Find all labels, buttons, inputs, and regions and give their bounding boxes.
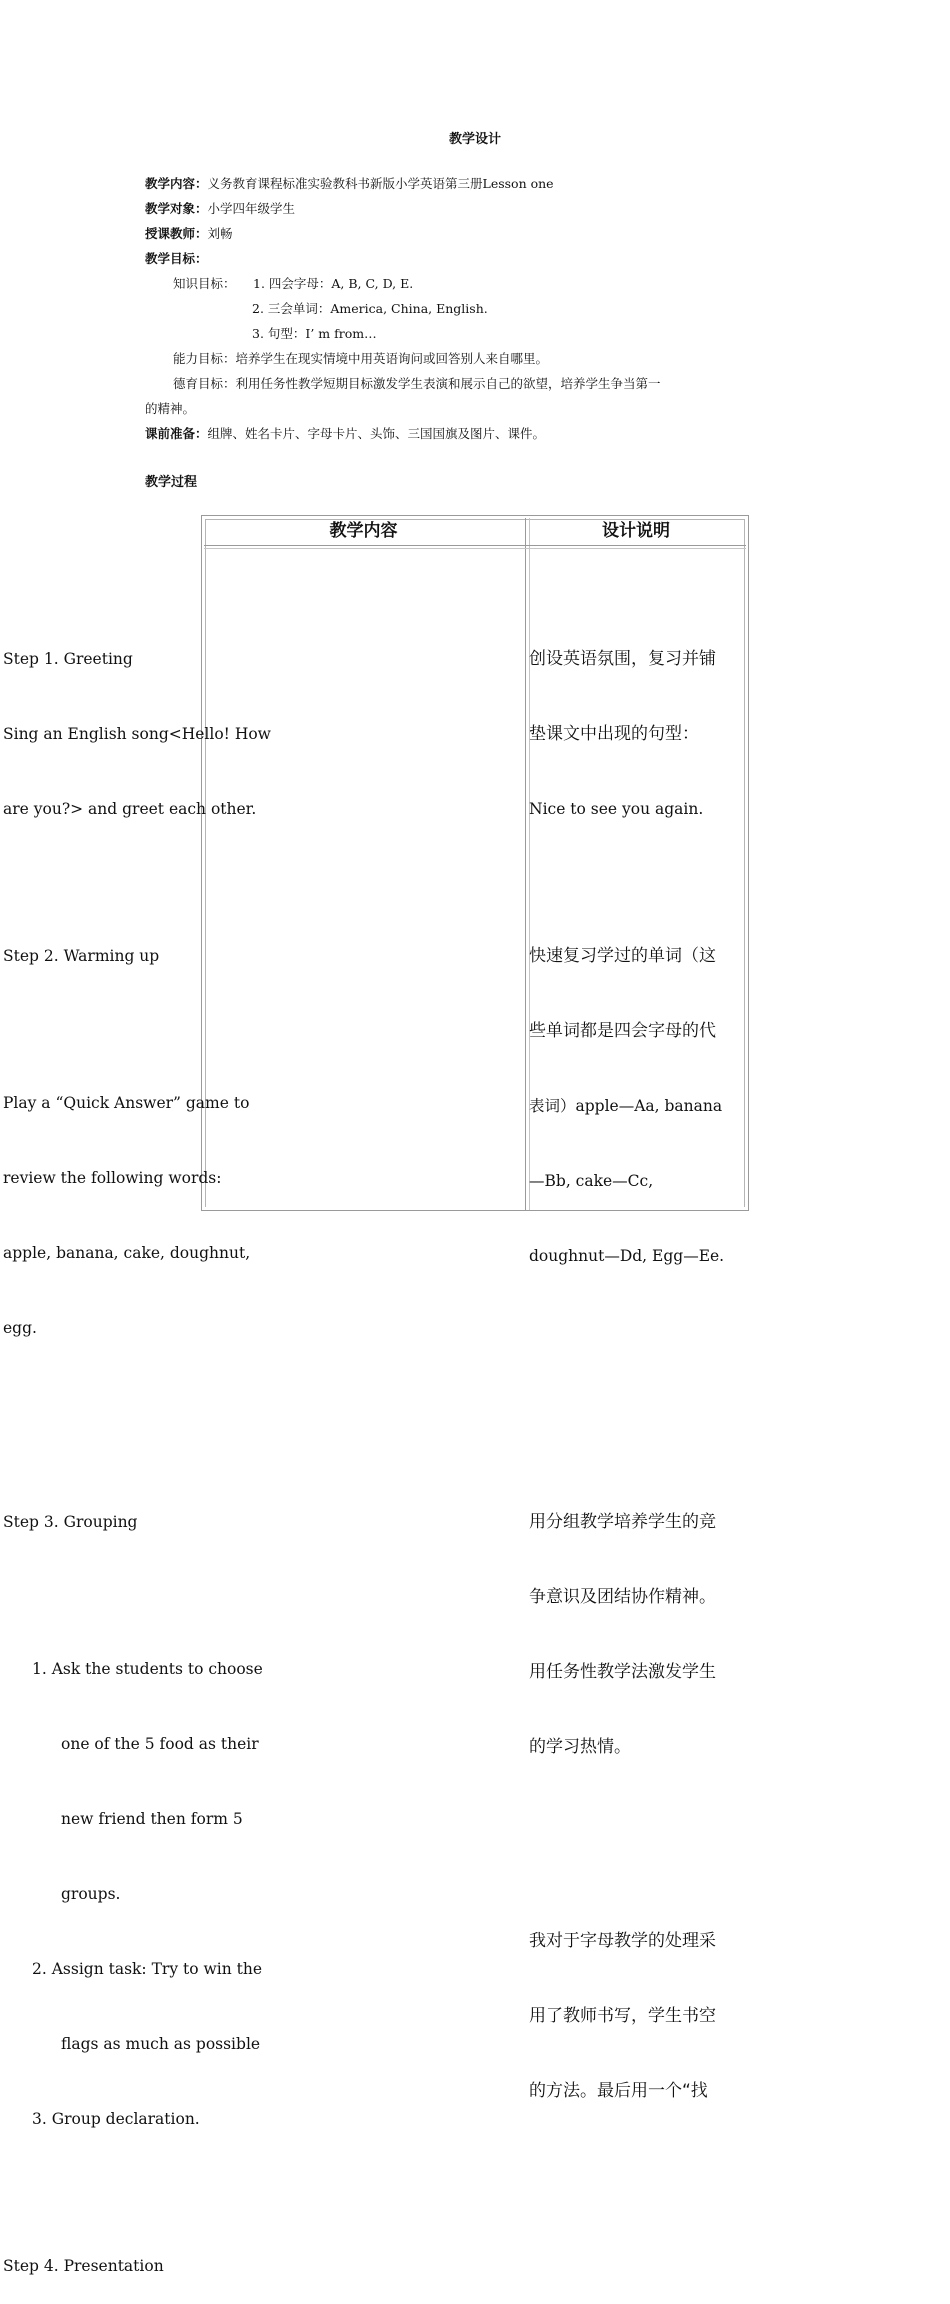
info-content (145, 171, 661, 196)
design-note: 我对于字母教学的处理采 (529, 1931, 716, 1951)
moral-goal-line1: 德育目标：利用任务性教学短期目标激发学生表演和展示自己的欲望，培养学生争当第一 (173, 376, 661, 391)
spacer (3, 872, 323, 894)
step2-text: apple, banana, cake, doughnut, (3, 1244, 251, 1262)
knowledge-goal-1 (145, 271, 661, 296)
knowledge-goal-2 (145, 296, 661, 321)
content-label: 教学内容： (145, 176, 208, 191)
spacer (3, 1019, 323, 1041)
prep-label: 课前准备： (145, 426, 208, 441)
design-note: 垫课文中出现的句型： (529, 724, 699, 744)
design-note: 些单词都是四会字母的代 (529, 1021, 716, 1041)
step2-text: Play a “Quick Answer” game to (3, 1094, 250, 1112)
design-note: 创设英语氛围，复习并铺 (529, 649, 716, 669)
knowledge-item: 1. 四会字母：A, B, C, D, E. (253, 276, 414, 291)
list-item-cont: one of the 5 food as their (61, 1735, 259, 1753)
step2-text: egg. (3, 1319, 37, 1337)
spacer (3, 2182, 323, 2204)
design-note: 的方法。最后用一个“找 (529, 2081, 708, 2101)
target-value: 小学四年级学生 (207, 201, 296, 216)
design-note: 争意识及团结协作精神。 (529, 1587, 716, 1607)
spacer (3, 1391, 323, 1460)
moral-goal-line2: 的精神。 (145, 401, 196, 416)
info-teacher (145, 221, 661, 246)
header-divider-inner (204, 548, 746, 549)
ability-goal: 能力目标：培养学生在现实情境中用英语询问或回答别人来自哪里。 (173, 351, 549, 366)
step1-title: Step 1. Greeting (3, 650, 133, 668)
header-content: 教学内容 (329, 521, 398, 541)
step1-text: Sing an English song<Hello! How (3, 725, 271, 743)
design-note: 用了教师书写，学生书空 (529, 2006, 716, 2026)
list-item-cont: flags as much as possible (61, 2035, 261, 2053)
column-divider (525, 518, 526, 1210)
design-note: 表词）apple—Aa, banana (529, 1097, 723, 1115)
prep-value: 组牌、姓名卡片、字母卡片、头饰、三国国旗及图片、课件。 (207, 426, 546, 441)
list-item: 2. Assign task: Try to win the (32, 1960, 263, 1978)
header-design: 设计说明 (602, 521, 670, 541)
info-goals (145, 246, 661, 271)
design-note: 快速复习学过的单词（这 (529, 946, 716, 966)
teacher-label: 授课教师： (145, 226, 208, 241)
goals-label: 教学目标： (145, 251, 208, 266)
knowledge-item: 3. 句型：I’ m from… (252, 326, 377, 341)
list-item: 1. Ask the students to choose (32, 1660, 263, 1678)
knowledge-goal-3 (145, 321, 661, 346)
content-value: 义务教育课程标准实验教科书新版小学英语第三册Lesson one (207, 176, 554, 191)
design-note: 用任务性教学法激发学生 (529, 1662, 716, 1682)
design-column (529, 597, 749, 2129)
design-note: doughnut—Dd, Egg—Ee. (529, 1247, 725, 1265)
knowledge-label: 知识目标： (173, 276, 236, 291)
design-note: 用分组教学培养学生的竞 (529, 1512, 716, 1532)
step3-title: Step 3. Grouping (3, 1513, 138, 1531)
info-target (145, 196, 661, 221)
spacer (3, 1585, 323, 1607)
design-note: 的学习热情。 (529, 1737, 631, 1757)
content-column (3, 597, 323, 2304)
list-item-cont: new friend then form 5 (61, 1810, 243, 1828)
document-title: 教学设计 (448, 132, 501, 147)
lesson-info (145, 171, 661, 446)
target-label: 教学对象： (145, 201, 208, 216)
list-item-cont: groups. (61, 1885, 121, 1903)
step2-text: review the following words: (3, 1169, 222, 1187)
process-title: 教学过程 (145, 475, 198, 490)
step4-title: Step 4. Presentation (3, 2257, 164, 2275)
spacer (529, 1319, 749, 1460)
spacer (529, 872, 749, 894)
design-note: Nice to see you again. (529, 800, 704, 818)
teacher-value: 刘畅 (207, 226, 233, 241)
list-item: 3. Group declaration. (32, 2110, 200, 2128)
step1-text: are you?> and greet each other. (3, 800, 257, 818)
design-note: —Bb, cake—Cc, (529, 1172, 654, 1190)
knowledge-item: 2. 三会单词：America, China, English. (252, 301, 488, 316)
spacer (529, 1810, 749, 1879)
info-preparation (145, 421, 661, 446)
step2-title: Step 2. Warming up (3, 947, 160, 965)
